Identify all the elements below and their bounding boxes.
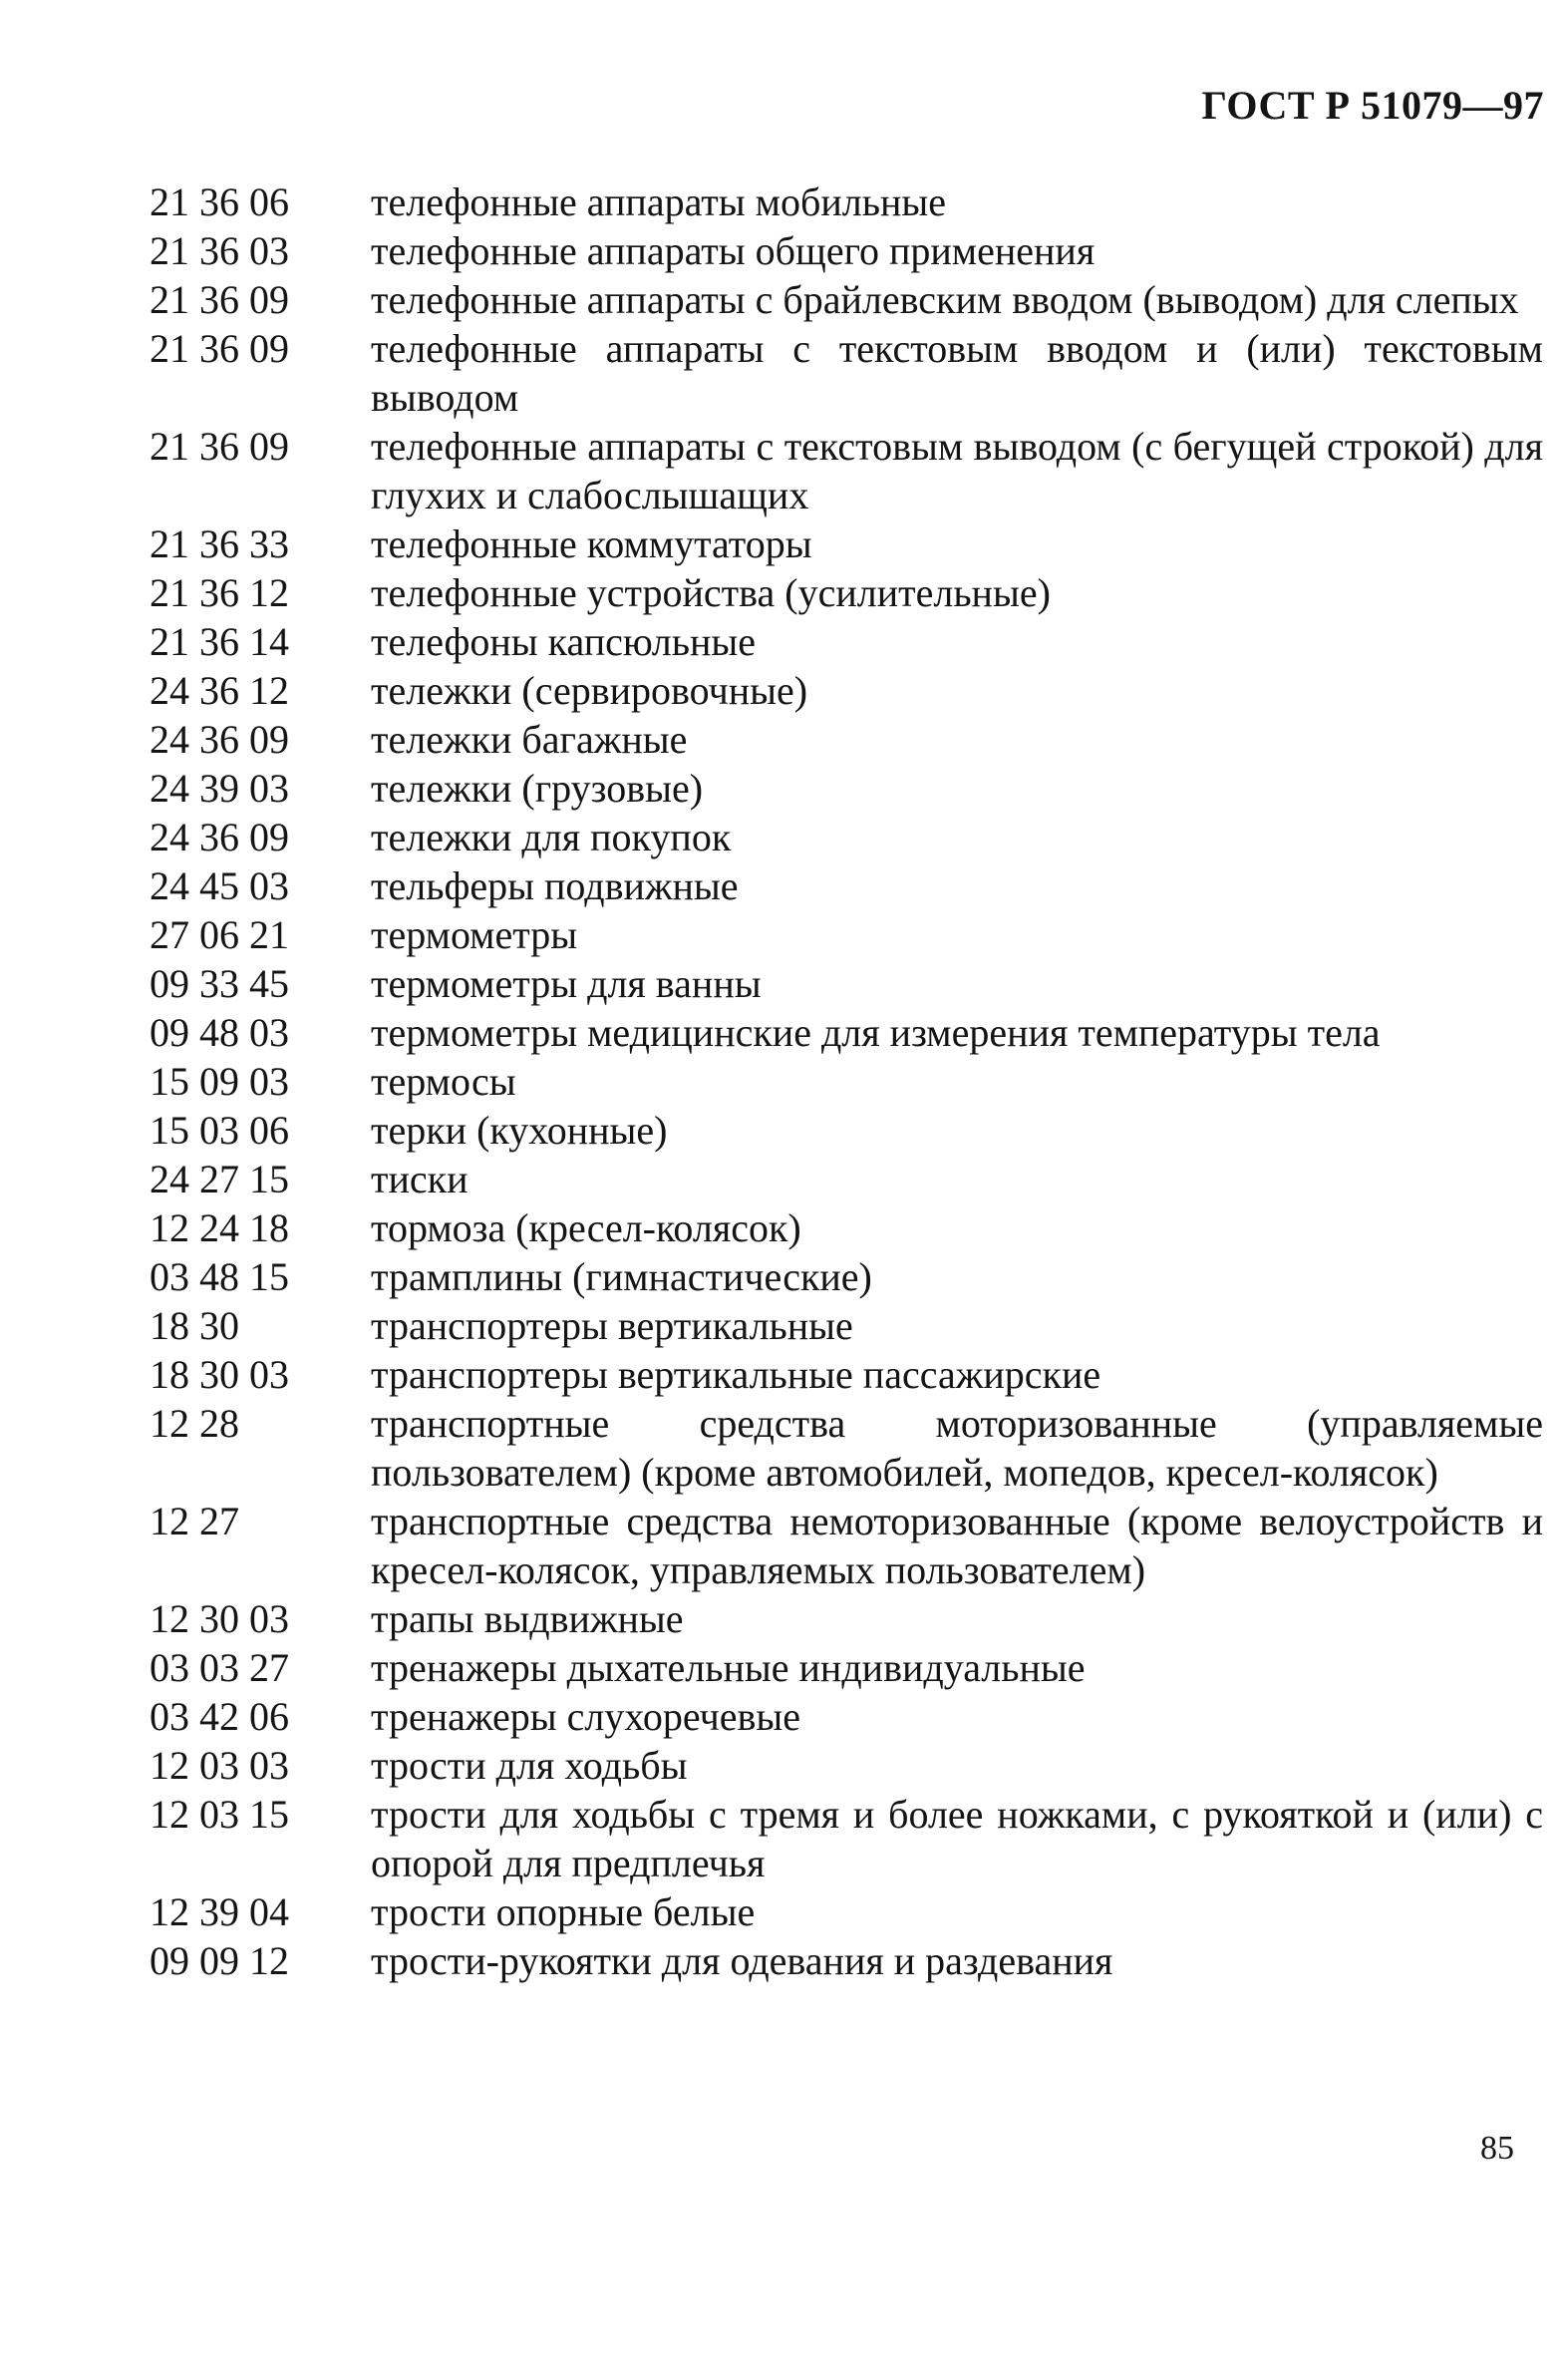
entry-term: транспортеры вертикальные <box>371 1303 853 1348</box>
list-item <box>150 1106 1543 1155</box>
entry-list <box>150 177 1543 1985</box>
entry-code: 21 36 09 <box>150 424 289 469</box>
entry-code: 27 06 21 <box>150 912 289 957</box>
list-item <box>150 226 1543 275</box>
entry-term: тележки для покупок <box>371 815 732 859</box>
entry-code: 09 09 12 <box>150 1938 289 1983</box>
list-item <box>150 1301 1543 1350</box>
entry-term: тележки (сервировочные) <box>371 668 808 713</box>
entry-term: термометры медицинские для измерения температуры тела <box>371 1010 1381 1055</box>
entry-term: телефонные аппараты общего применения <box>371 228 1095 273</box>
entry-code: 21 36 12 <box>150 570 289 615</box>
entry-code: 03 03 27 <box>150 1645 289 1690</box>
list-item <box>150 1057 1543 1106</box>
list-item <box>150 1692 1543 1741</box>
entry-term: телефонные аппараты с брайлевским вводом (выводом) для слепых <box>371 277 1519 322</box>
list-item <box>150 1155 1543 1203</box>
list-item <box>150 324 1543 422</box>
entry-term: тренажеры слухоречевые <box>371 1694 800 1739</box>
list-item <box>150 1008 1543 1057</box>
entry-code: 03 42 06 <box>150 1694 289 1739</box>
entry-code: 24 39 03 <box>150 766 289 811</box>
entry-code: 18 30 <box>150 1303 239 1348</box>
entry-code: 21 36 14 <box>150 619 289 664</box>
list-item <box>150 813 1543 861</box>
entry-term: тиски <box>371 1157 469 1201</box>
list-item <box>150 959 1543 1008</box>
entry-code: 03 48 15 <box>150 1254 289 1299</box>
entry-term: трамплины (гимнастические) <box>371 1254 872 1299</box>
list-item <box>150 1936 1543 1985</box>
entry-term: телефоны капсюльные <box>371 619 756 664</box>
entry-term: трости для ходьбы с тремя и более ножками, с рукояткой и (или) с опорой для предплечья <box>371 1792 1543 1885</box>
list-item <box>150 861 1543 910</box>
entry-code: 21 36 06 <box>150 179 289 224</box>
entry-term: телефонные устройства (усилительные) <box>371 570 1051 615</box>
entry-code: 12 24 18 <box>150 1205 289 1250</box>
list-item <box>150 910 1543 959</box>
entry-code: 24 27 15 <box>150 1157 289 1201</box>
entry-term: тележки (грузовые) <box>371 766 704 811</box>
list-item <box>150 666 1543 715</box>
entry-code: 12 39 04 <box>150 1889 289 1934</box>
entry-code: 12 03 15 <box>150 1792 289 1837</box>
list-item <box>150 1203 1543 1252</box>
list-item <box>150 568 1543 617</box>
entry-term: трости опорные белые <box>371 1889 756 1934</box>
entry-code: 21 36 09 <box>150 326 289 371</box>
entry-term: телефонные аппараты с текстовым выводом (с бегущей строкой) для глухих и слабослышащих <box>371 424 1543 517</box>
entry-code: 12 28 <box>150 1401 239 1446</box>
entry-code: 18 30 03 <box>150 1352 289 1397</box>
entry-code: 15 09 03 <box>150 1059 289 1104</box>
list-item <box>150 1252 1543 1301</box>
list-item <box>150 275 1543 324</box>
list-item <box>150 177 1543 226</box>
entry-code: 09 48 03 <box>150 1010 289 1055</box>
entry-term: термометры <box>371 912 578 957</box>
entry-code: 21 36 03 <box>150 228 289 273</box>
list-item <box>150 1643 1543 1692</box>
list-item <box>150 1497 1543 1594</box>
list-item <box>150 519 1543 568</box>
entry-term: термосы <box>371 1059 516 1104</box>
entry-code: 21 36 33 <box>150 521 289 566</box>
entry-term: телефонные аппараты с текстовым вводом и (или) текстовым выводом <box>371 326 1543 420</box>
entry-term: телефонные аппараты мобильные <box>371 179 946 224</box>
entry-code: 12 03 03 <box>150 1743 289 1788</box>
entry-code: 24 36 12 <box>150 668 289 713</box>
entry-term: тормоза (кресел-колясок) <box>371 1205 801 1250</box>
entry-term: тельферы подвижные <box>371 863 739 908</box>
list-item <box>150 1350 1543 1399</box>
entry-term: тренажеры дыхательные индивидуальные <box>371 1645 1086 1690</box>
entry-code: 12 27 <box>150 1499 239 1543</box>
list-item <box>150 1399 1543 1497</box>
entry-code: 15 03 06 <box>150 1108 289 1153</box>
list-item <box>150 1790 1543 1887</box>
entry-code: 12 30 03 <box>150 1596 289 1641</box>
entry-term: транспортеры вертикальные пассажирские <box>371 1352 1101 1397</box>
entry-term: трости-рукоятки для одевания и раздевания <box>371 1938 1113 1983</box>
entry-term: трости для ходьбы <box>371 1743 688 1788</box>
entry-term: транспортные средства моторизованные (управляемые пользователем) (кроме автомобилей, мопедов, кресел-колясок) <box>371 1401 1543 1495</box>
list-item <box>150 764 1543 813</box>
entry-term: транспортные средства немоторизованные (кроме велоустройств и кресел-колясок, управляемых пользователем) <box>371 1499 1543 1592</box>
entry-code: 24 45 03 <box>150 863 289 908</box>
entry-term: термометры для ванны <box>371 961 762 1006</box>
entry-term: терки (кухонные) <box>371 1108 668 1153</box>
list-item <box>150 422 1543 519</box>
list-item <box>150 1887 1543 1936</box>
list-item <box>150 1594 1543 1643</box>
entry-code: 09 33 45 <box>150 961 289 1006</box>
document-header: ГОСТ Р 51079—97 <box>1201 83 1544 128</box>
entry-term: тележки багажные <box>371 717 688 762</box>
list-item <box>150 617 1543 666</box>
entry-term: телефонные коммутаторы <box>371 521 812 566</box>
entry-code: 21 36 09 <box>150 277 289 322</box>
entry-code: 24 36 09 <box>150 815 289 859</box>
list-item <box>150 1741 1543 1790</box>
entry-code: 24 36 09 <box>150 717 289 762</box>
entry-term: трапы выдвижные <box>371 1596 684 1641</box>
list-item <box>150 715 1543 764</box>
page-number: 85 <box>1480 2130 1514 2167</box>
